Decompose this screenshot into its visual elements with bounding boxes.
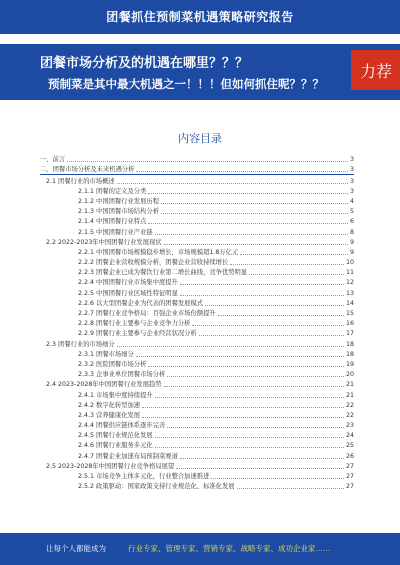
table-of-contents: [40, 154, 354, 491]
toc-entry-page: 17: [345, 330, 354, 338]
toc-entry-label: 2.2.7 团餐行业竞争格局：百强企业市场份额提升: [78, 310, 216, 317]
toc-entry[interactable]: [40, 186, 354, 196]
toc-leader-dots: [148, 366, 344, 367]
toc-leader-dots: [237, 488, 344, 489]
toc-leader-dots: [161, 203, 348, 204]
toc-leader-dots: [205, 305, 344, 306]
toc-entry[interactable]: [40, 410, 354, 420]
toc-entry-label: 2.4.5 团餐行业规范化发展: [78, 432, 153, 440]
toc-entry-page: 21: [345, 391, 354, 399]
toc-entry[interactable]: [40, 196, 354, 206]
toc-entry[interactable]: [40, 164, 354, 175]
toc-entry[interactable]: [40, 298, 354, 308]
toc-leader-dots: [249, 274, 344, 275]
bottom-footer-bar: [0, 533, 400, 565]
toc-entry-page: 18: [345, 340, 354, 348]
toc-entry[interactable]: [40, 318, 354, 328]
toc-entry[interactable]: [40, 349, 354, 359]
toc-entry-label: 2.3.2 医院团餐市场分析: [78, 360, 147, 368]
top-header-bar: [0, 0, 400, 34]
toc-leader-dots: [211, 478, 344, 479]
toc-leader-dots: [167, 427, 344, 428]
toc-leader-dots: [155, 397, 344, 398]
toc-leader-dots: [230, 264, 344, 265]
toc-entry-label: 2.4.1 市场集中度持续提升: [78, 391, 153, 399]
toc-entry-page: 13: [345, 289, 354, 297]
toc-entry-label: 2.1.1 团餐的定义及分类: [78, 187, 147, 195]
toc-entry-label: 2.1 团餐行业的市场概述: [46, 177, 115, 185]
toc-entry[interactable]: [40, 389, 354, 399]
toc-entry[interactable]: [40, 267, 354, 277]
toc-leader-dots: [192, 325, 344, 326]
toc-entry-label: 2.1.5 中国团餐行业产业链: [78, 228, 153, 236]
footer-slogan: 让每个人都能成为: [46, 544, 106, 553]
toc-leader-dots: [142, 417, 344, 418]
toc-entry-label: 2.2.2 团餐企业营收规模分析，团餐企业营收持续增长: [78, 259, 229, 267]
toc-entry-label: 2.1.2 中国团餐行业发展历程: [78, 197, 159, 205]
toc-entry-label: 2.2.3 团餐企业已成为餐饮行业第二增长曲线，竞争优势明显: [78, 269, 248, 277]
toc-entry-page: 11: [345, 269, 354, 277]
toc-entry[interactable]: [40, 379, 354, 389]
toc-leader-dots: [164, 244, 348, 245]
toc-entry[interactable]: [40, 471, 354, 481]
toc-entry-label: 2.1.3 中国团餐市场结构分析: [78, 208, 159, 216]
toc-entry-label: 2.1.4 中国团餐行业特点: [78, 218, 147, 226]
promo-banner: [0, 44, 400, 100]
toc-leader-dots: [142, 407, 344, 408]
toc-entry-label: 2.2 2022-2023年中国团餐行业发展现状: [46, 238, 162, 246]
toc-leader-dots: [136, 171, 348, 172]
toc-entry-label: 2.5.1 市场竞争主体多元化，行业整合加速推进: [78, 473, 210, 480]
toc-entry-label: 2.4.2 数字化转型加速: [78, 401, 141, 409]
toc-entry[interactable]: [40, 247, 354, 257]
toc-leader-dots: [148, 193, 348, 194]
toc-entry[interactable]: [40, 154, 354, 164]
toc-entry-label: 2.3 团餐行业的市场细分: [46, 340, 115, 348]
toc-entry-page: 22: [345, 411, 354, 419]
toc-leader-dots: [180, 295, 344, 296]
footer-tagline: 行业专家、管理专家、营销专家、战略专家、成功企业家……: [128, 544, 331, 553]
toc-entry-page: 20: [345, 371, 354, 379]
toc-leader-dots: [136, 356, 344, 357]
toc-entry-page: 16: [345, 320, 354, 328]
toc-entry-page: 23: [345, 422, 354, 430]
toc-entry-page: 10: [345, 259, 354, 267]
toc-entry-page: 5: [349, 208, 354, 216]
toc-leader-dots: [180, 284, 344, 285]
toc-entry[interactable]: [40, 450, 354, 460]
toc-entry-page: 14: [345, 299, 354, 307]
toc-entry-label: 2.4.4 团餐供应链体系逐步完善: [78, 422, 166, 430]
report-title: 团餐抓住预制菜机遇策略研究报告: [106, 10, 294, 24]
toc-entry[interactable]: [40, 206, 354, 216]
toc-entry-label: 2.2.9 团餐行业主要参与企业经营状况分析: [78, 330, 197, 338]
toc-entry-page: 6: [349, 218, 354, 226]
toc-entry-label: 2.5.2 政策驱动：国家政策支持行业规范化、标准化发展: [78, 483, 235, 491]
toc-leader-dots: [117, 346, 344, 347]
toc-leader-dots: [176, 468, 344, 469]
toc-title: 内容目录: [178, 133, 222, 145]
toc-entry-label: 2.3.3 企事业单位团餐市场分析: [78, 371, 166, 379]
toc-entry[interactable]: [40, 287, 354, 297]
toc-leader-dots: [240, 254, 348, 255]
toc-leader-dots: [155, 437, 344, 438]
toc-entry-label: 二、团餐市场分析及未来机遇分析: [40, 166, 135, 174]
toc-entry[interactable]: [40, 369, 354, 379]
toc-entry-label: 一、前言: [40, 156, 66, 164]
toc-entry-label: 2.2.1 中国团餐市场规模稳步增长，市场规模超1.8万亿元: [78, 248, 239, 256]
toc-entry-label: 2.4.6 团餐行业服务多元化: [78, 442, 153, 450]
toc-entry-page: 26: [345, 452, 354, 460]
toc-leader-dots: [148, 223, 348, 224]
toc-entry-page: 25: [345, 442, 354, 450]
toc-entry-label: 2.4.7 团餐企业加速布局预制菜赛道: [78, 452, 178, 460]
toc-entry-page: 22: [345, 401, 354, 409]
banner-subheadline: 预制菜是其中最大机遇之一！！！但如何抓住呢？？？: [48, 79, 324, 91]
toc-entry[interactable]: [40, 440, 354, 450]
toc-entry-label: 2.2.4 中国团餐行业市场集中度提升: [78, 279, 178, 287]
toc-entry-page: 27: [345, 473, 354, 480]
toc-entry-page: 9: [349, 238, 354, 246]
toc-leader-dots: [155, 447, 344, 448]
toc-entry[interactable]: [40, 237, 354, 247]
banner-headline: 团餐市场分析及的机遇在哪里？？？: [40, 55, 249, 70]
toc-entry-label: 2.3.1 团餐市场细分: [78, 350, 134, 358]
toc-entry[interactable]: [40, 400, 354, 410]
toc-entry[interactable]: [40, 226, 354, 236]
toc-entry-page: 3: [349, 177, 354, 185]
toc-entry[interactable]: [40, 338, 354, 348]
toc-entry[interactable]: [40, 359, 354, 369]
toc-entry-page: 24: [345, 432, 354, 440]
toc-entry[interactable]: [40, 257, 354, 267]
toc-entry[interactable]: [40, 430, 354, 440]
toc-entry[interactable]: [40, 216, 354, 226]
toc-entry-page: 8: [349, 228, 354, 236]
toc-entry-label: 2.2.8 团餐行业主要参与企业竞争力分析: [78, 320, 191, 328]
toc-leader-dots: [218, 315, 344, 316]
toc-leader-dots: [180, 458, 344, 459]
toc-leader-dots: [199, 335, 344, 336]
toc-entry-label: 2.5 2023-2028年中国团餐行业竞争格局展望: [46, 462, 175, 470]
toc-entry-page: 4: [349, 197, 354, 205]
toc-entry[interactable]: [40, 328, 354, 338]
toc-entry-page: 9: [349, 248, 354, 256]
toc-entry-page: 3: [349, 156, 354, 164]
toc-entry[interactable]: [40, 461, 354, 471]
toc-entry-page: 15: [345, 310, 354, 317]
brand-badge: 力荐: [351, 50, 400, 90]
toc-entry[interactable]: [40, 277, 354, 287]
toc-entry-page: 21: [345, 381, 354, 389]
toc-leader-dots: [155, 234, 348, 235]
toc-entry[interactable]: [40, 175, 354, 185]
toc-leader-dots: [161, 213, 348, 214]
toc-entry-label: 2.2.5 中国团餐行业区域性特征明显: [78, 289, 178, 297]
toc-entry-label: 2.4 2023-2028年中国团餐行业发展趋势: [46, 381, 162, 389]
toc-entry-label: 2.2.6 以大型团餐企业为代表的团餐发展模式: [78, 299, 204, 307]
toc-entry[interactable]: [40, 308, 354, 318]
toc-leader-dots: [67, 161, 348, 162]
toc-entry-page: 27: [345, 462, 354, 470]
toc-entry-label: 2.4.3 营养健康化发展: [78, 411, 141, 419]
toc-entry-page: 12: [345, 279, 354, 287]
toc-leader-dots: [164, 386, 344, 387]
toc-entry-page: 18: [345, 350, 354, 358]
toc-entry[interactable]: [40, 481, 354, 491]
toc-entry-page: 27: [345, 483, 354, 491]
toc-leader-dots: [117, 183, 348, 184]
toc-leader-dots: [167, 376, 344, 377]
toc-entry-page: 19: [345, 360, 354, 368]
toc-entry-page: 3: [349, 187, 354, 195]
toc-entry[interactable]: [40, 420, 354, 430]
toc-entry-page: 3: [349, 166, 354, 174]
